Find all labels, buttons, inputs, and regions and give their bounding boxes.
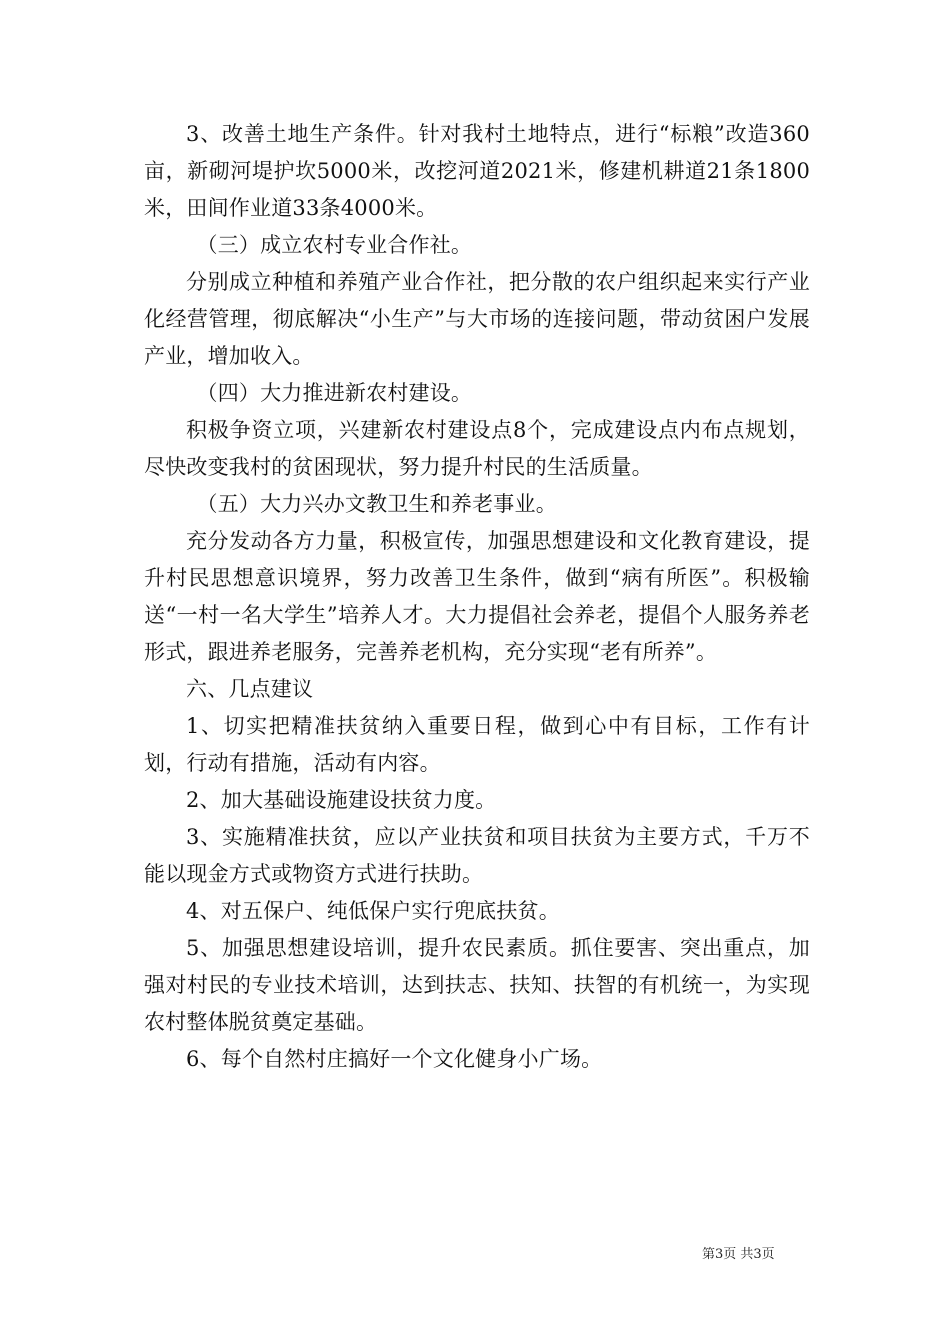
suggestion-item-5: 5、加强思想建设培训，提升农民素质。抓住要害、突出重点，加强对村民的专业技术培训，达到扶志、扶知、扶智的有机统一，为实现农村整体脱贫奠定基础。 [144,936,810,1034]
section-heading-suggestions: 六、几点建议 [186,677,314,701]
section-heading-culture-health: （五）大力兴办文教卫生和养老事业。 [196,492,557,516]
document-body [144,116,810,1078]
section-heading-new-countryside: （四）大力推进新农村建设。 [196,381,473,405]
page-number-footer: 第3页 共3页 [702,1247,775,1262]
paragraph-culture-health: 充分发动各方力量，积极宣传，加强思想建设和文化教育建设，提升村民思想意识境界，努力改善卫生条件，做到“病有所医”。积极输送“一村一名大学生”培养人才。大力提倡社会养老，提倡个人服务养老形式，跟进养老服务，完善养老机构，充分实现“老有所养”。 [144,529,810,664]
paragraph-land-improvement: 3、改善土地生产条件。针对我村土地特点，进行“标粮”改造360亩，新砌河堤护坎5000米，改挖河道2021米，修建机耕道21条1800米，田间作业道33条4000米。 [144,122,810,220]
section-heading-cooperatives: （三）成立农村专业合作社。 [196,233,473,257]
suggestion-item-4: 4、对五保户、纯低保户实行兜底扶贫。 [186,899,560,923]
suggestion-item-2: 2、加大基础设施建设扶贫力度。 [186,788,497,812]
suggestion-item-1: 1、切实把精准扶贫纳入重要日程，做到心中有目标，工作有计划，行动有措施，活动有内容。 [144,714,810,775]
suggestion-item-6: 6、每个自然村庄搞好一个文化健身小广场。 [186,1047,603,1071]
suggestion-item-3: 3、实施精准扶贫，应以产业扶贫和项目扶贫为主要方式，千万不能以现金方式或物资方式进行扶助。 [144,825,810,886]
paragraph-cooperatives: 分别成立种植和养殖产业合作社，把分散的农户组织起来实行产业化经营管理，彻底解决“小生产”与大市场的连接问题，带动贫困户发展产业，增加收入。 [144,270,810,368]
paragraph-new-countryside: 积极争资立项，兴建新农村建设点8个，完成建设点内布点规划，尽快改变我村的贫困现状，努力提升村民的生活质量。 [144,418,810,479]
